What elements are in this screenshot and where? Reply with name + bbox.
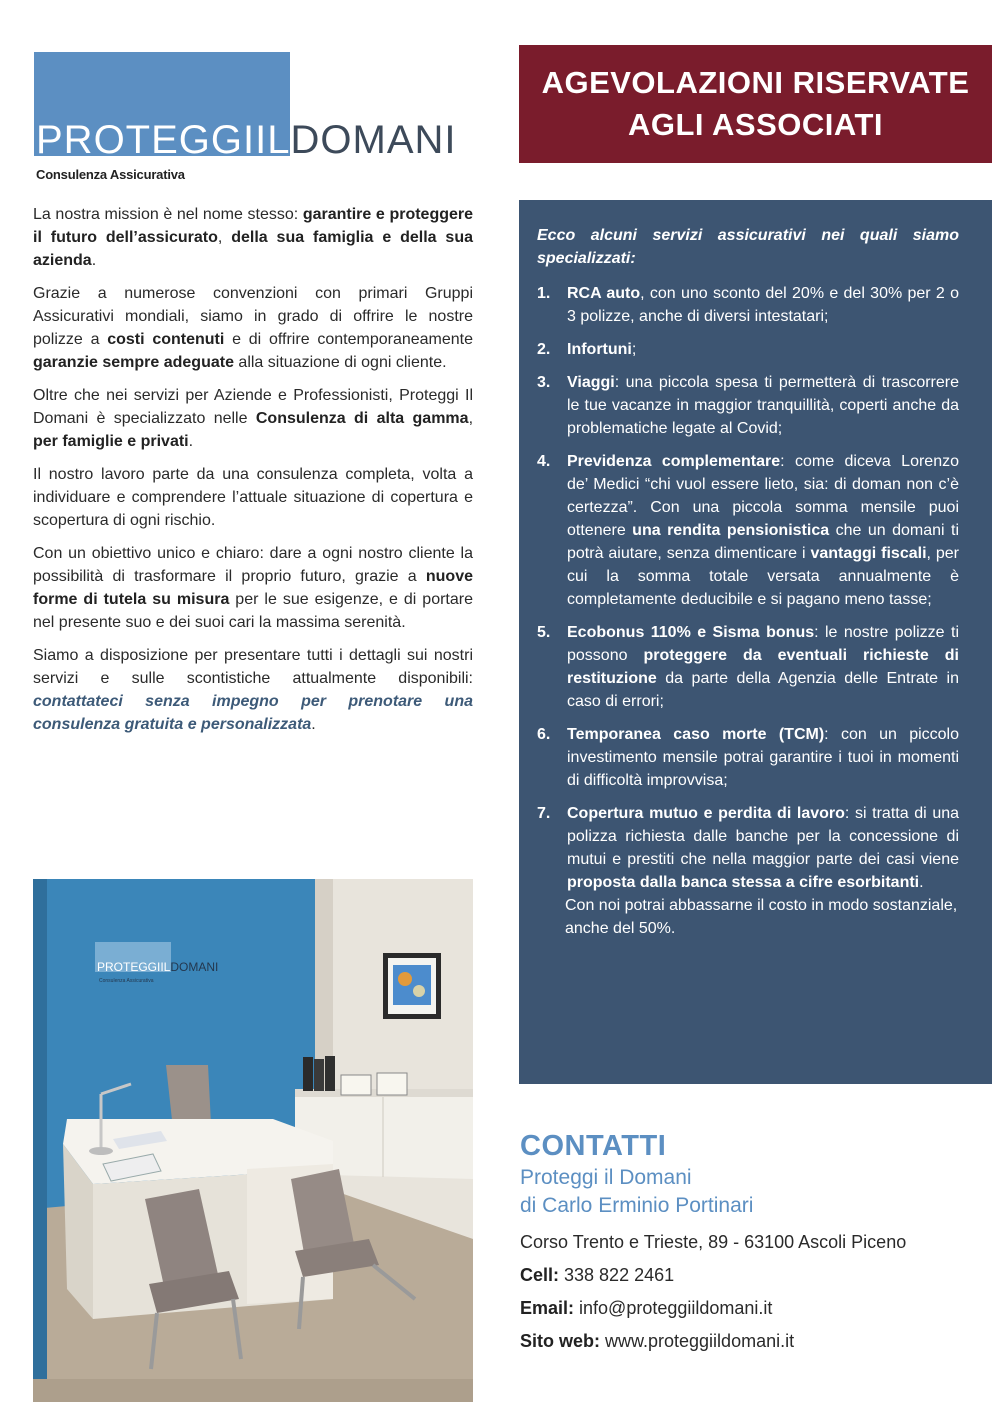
logo-subtitle: Consulenza Assicurativa <box>36 167 185 182</box>
service-item-previdenza: 4. Previdenza complementare: come diceva Lorenzo de’ Medici “chi vuol essere lieto, sia: di doman non c’è certezza”. Con una piccola somma mensile puoi ottenere una rendita pensionistica che un domani ti potrà aiutare, senza dimenticare i vantaggi fiscali, per cui la somma totale versata annualmente è completamente deducibile e si pagano meno tasse; <box>537 453 960 608</box>
website-line: Sito web: www.proteggiildomani.it <box>520 1331 795 1351</box>
owner-name: di Carlo Erminio Portinari <box>520 1194 754 1217</box>
brand-logo <box>34 52 474 184</box>
service-item-tcm: 6. Temporanea caso morte (TCM): con un piccolo investimento mensile potrai garantire i tuoi in momenti di difficoltà improvvisa; <box>537 726 959 789</box>
service-item-infortuni: 2. Infortuni; <box>537 341 637 358</box>
office-photo <box>33 879 473 1402</box>
mission-paragraph-5: Con un obiettivo unico e chiaro: dare a ogni nostro cliente la possibilità di trasformare il proprio futuro, grazie a nuove forme di tutela su misura per le sue esigenze, e di portare nel presente suo e dei suoi cari la massima serenità. <box>33 545 474 631</box>
service-item-mutuo-note: Con noi potrai abbassarne il costo in modo sostanziale, anche del 50%. <box>565 897 958 937</box>
website-link[interactable]: www.proteggiildomani.it <box>600 1331 795 1351</box>
services-intro: Ecco alcuni servizi assicurativi nei quali siamo specializzati: <box>537 227 959 267</box>
wall-logo-text: PROTEGGIILDOMANI <box>97 960 219 974</box>
contacts-section <box>520 1128 980 1358</box>
contacts-title: CONTATTI <box>520 1130 667 1162</box>
email-line: Email: info@proteggiildomani.it <box>520 1298 773 1318</box>
service-item-mutuo: 7. Copertura mutuo e perdita di lavoro: si tratta di una polizza richiesta dalle banche per la concessione di mutui e prestiti che nella maggior parte dei casi viene proposta dalla banca stessa a cifre esorbitanti. Con noi potrai abbassarne il costo in modo sostanziale, anche del 50%. <box>537 802 959 940</box>
services-list <box>537 282 959 940</box>
wall-logo-subtitle: Consulenza Assicurativa <box>99 978 154 984</box>
service-item-rca: 1. RCA auto, con uno sconto del 20% e del 30% per 2 o 3 polizze, anche di diversi intestatari; <box>537 285 959 325</box>
logo-wordmark: PROTEGGIILDOMANI <box>36 118 457 162</box>
mission-paragraph-3: Oltre che nei servizi per Aziende e Professionisti, Proteggi Il Domani è specializzato nelle Consulenza di alta gamma, per famiglie e privati. <box>33 387 474 450</box>
banner-line-2: AGLI ASSOCIATI <box>628 107 883 142</box>
mission-paragraph-2: Grazie a numerose convenzioni con primari Gruppi Assicurativi mondiali, siamo in grado di offrire le nostre polizze a costi contenuti e di offrire contemporaneamente garanzie sempre adeguate alla situazione di ogni cliente. <box>33 285 474 371</box>
service-item-viaggi: 3. Viaggi: una piccola spesa ti permetterà di trascorrere le tue vacanze in maggior tranquillità, coperti anche da problematiche legate al Covid; <box>537 374 959 437</box>
banner-line-1: AGEVOLAZIONI RISERVATE <box>541 65 970 100</box>
address: Corso Trento e Trieste, 89 - 63100 Ascoli Piceno <box>520 1232 907 1252</box>
cell-line: Cell: 338 822 2461 <box>520 1265 675 1285</box>
mission-paragraph-4: Il nostro lavoro parte da una consulenza completa, volta a individuare e comprendere l’attuale situazione di copertura e scopertura di ogni rischio. <box>33 466 473 529</box>
service-item-ecobonus: 5. Ecobonus 110% e Sisma bonus: le nostre polizze ti possono proteggere da eventuali richieste di restituzione da parte della Agenzia delle Entrate in caso di errori; <box>537 624 960 710</box>
cell-number[interactable]: 338 822 2461 <box>559 1265 675 1285</box>
office-illustration <box>33 879 473 1402</box>
contact-call-to-action: contattateci senza impegno per prenotare una consulenza gratuita e personalizzata <box>33 693 473 733</box>
associates-banner <box>519 45 992 163</box>
services-panel <box>519 200 992 1084</box>
company-name: Proteggi il Domani <box>520 1166 692 1189</box>
email-link[interactable]: info@proteggiildomani.it <box>574 1298 773 1318</box>
mission-text <box>33 203 473 746</box>
mission-paragraph-6: Siamo a disposizione per presentare tutti i dettagli sui nostri servizi e sulle scontistiche attualmente disponibili: contattateci senza impegno per prenotare una consulenza gratuita e personalizzata. <box>33 647 473 733</box>
mission-paragraph-1: La nostra mission è nel nome stesso: garantire e proteggere il futuro dell’assicurato, della sua famiglia e della sua azienda. <box>33 206 474 269</box>
